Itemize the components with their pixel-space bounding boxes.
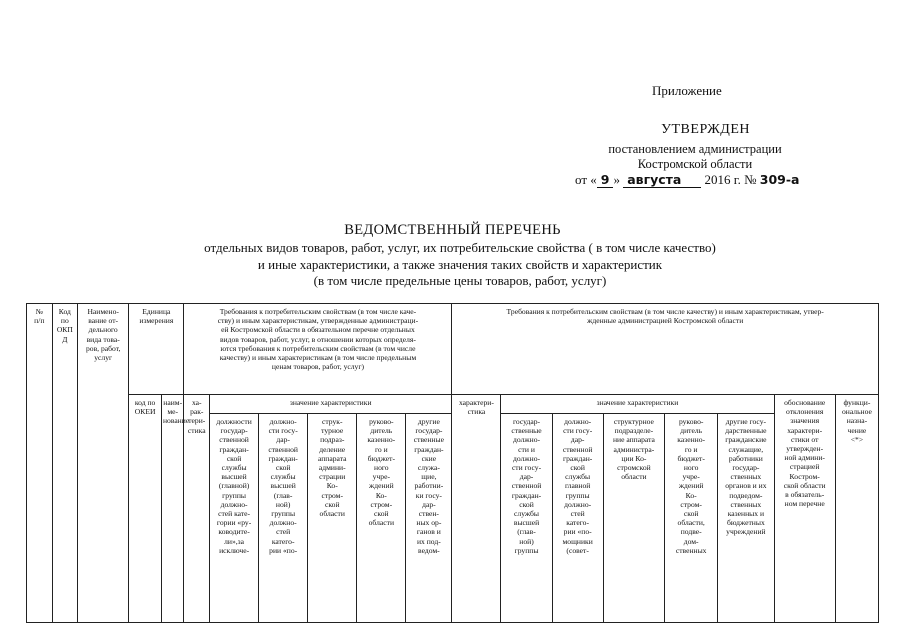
unit-name: наим- ме- нование — [161, 395, 184, 623]
justification-header: обоснование отклонения значения характери- стики от утвержден- ной админи- страцией Костром- ской области в обязатель- ном перечне — [774, 395, 835, 623]
col-okpd: Код по ОКП Д — [52, 304, 78, 623]
document-subtitle: отдельных видов товаров, работ, услуг, их потребительские свойства ( в том числе качество) и иные характеристики, а также значения таких свойств и характеристик (в том числе предельные цены товаров, работ, услуг) — [204, 240, 716, 288]
appendix-label: Приложение — [652, 83, 722, 98]
col-name: Наимено- вание от- дельного вида това- ров, работ, услуг — [78, 304, 129, 623]
left-value-col: другие государ- ственные граждан- ские служа- щие, работни- ки госу- дар- ствен- ных ор- ганов и их под- ведом- — [406, 414, 452, 623]
header-row-1 — [27, 304, 879, 395]
approved-label: УТВЕРЖДЕН — [661, 122, 750, 137]
decree-number: 309-а — [759, 172, 800, 187]
group-left-header: Требования к потребительским свойствам (в том числе каче- ству) и иным характеристикам, утвержденные администраци- ей Костромской области в обязательном перечне отдельных видов товаров, работ, услуг, в отношении которых определя- ются требования к потребительским свойствам (в том числе качеству) и иным характеристикам (в том числе предельным ценам товаров, работ, услуг) — [184, 304, 452, 395]
requirements-table — [26, 303, 879, 623]
values-right-header: значение характеристики — [501, 395, 774, 414]
date-day: 9 — [597, 172, 614, 188]
left-value-col: должно- сти госу- дар- ственной граждан- ской службы высшей (глав- ной) группы должно- стей катего- рии «по- — [259, 414, 308, 623]
functional-header: функци- ональное назна- чение <*> — [835, 395, 878, 623]
unit-code: код по ОКЕИ — [129, 395, 162, 623]
decree-date-line — [575, 172, 799, 188]
col-unit: Единица измерения — [129, 304, 184, 395]
left-value-col: руково- дитель казенно- го и бюджет- ного учре- ждений Ко- стром- ской области — [357, 414, 406, 623]
char-left: ха- рак- тери- стика — [184, 395, 210, 623]
right-value-col: руково- дитель казенно- го и бюджет- ного учре- ждений Ко- стром- ской области, подве- дом- ственных — [665, 414, 718, 623]
date-year: 2016 г. № — [704, 172, 757, 187]
right-value-col: должно- сти госу- дар- ственной граждан- ской службы главной группы должно- стей катего- рии «по- мощники (совет- — [552, 414, 603, 623]
right-value-col: государ- ственные должно- сти и должно- сти госу- дар- ственной граждан- ской службы высшей (глав- ной) группы — [501, 414, 552, 623]
header-row-2 — [27, 395, 879, 414]
date-month: августа — [623, 172, 701, 188]
values-left-header: значение характеристики — [210, 395, 452, 414]
left-value-col: струк- турное подраз- деление аппарата админи- страции Ко- стром- ской области — [308, 414, 357, 623]
col-num: № п/п — [27, 304, 53, 623]
decree-text: постановлением администрации Костромской области — [608, 142, 782, 171]
right-value-col: структурное подразделе- ние аппарата администра- ции Ко- стромской области — [603, 414, 664, 623]
group-right-header: Требования к потребительским свойствам (в том числе качеству) и иным характеристикам, утвер- жденные администрацией Костромской области — [452, 304, 879, 395]
char-right: характери- стика — [452, 395, 501, 623]
date-mid: » — [613, 172, 620, 187]
document-title: ВЕДОМСТВЕННЫЙ ПЕРЕЧЕНЬ — [344, 222, 561, 238]
date-prefix: от « — [575, 172, 597, 187]
left-value-col: должности государ- ственной граждан- ской службы высшей (главной) группы должно- стей кате- гории «ру- ководите- ли»,за исключе- — [210, 414, 259, 623]
right-value-col: другие госу- дарственные гражданские служащие, работники государ- ственных органов и их подведом- ственных казенных и бюджетных учреждений — [718, 414, 774, 623]
